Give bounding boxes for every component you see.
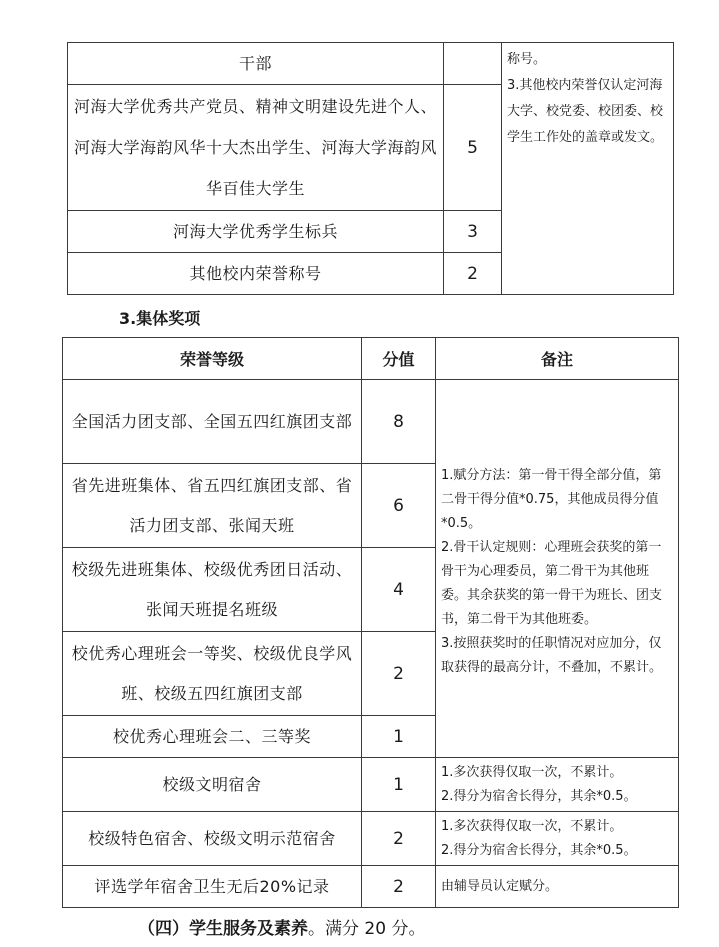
note-line: 3.其他校内荣誉仅认定河海大学、校党委、校团委、校学生工作处的盖章或发文。	[507, 78, 664, 145]
table-note-cell	[436, 812, 679, 866]
table-note-cell	[502, 43, 674, 295]
note-line: 1.多次获得仅取一次，不累计。	[441, 818, 623, 834]
note-line: 2.得分为宿舍长得分，其余*0.5。	[441, 788, 637, 804]
table-row-score: 8	[362, 380, 436, 464]
note-line: 2.得分为宿舍长得分，其余*0.5。	[441, 842, 637, 858]
table-row-name: 全国活力团支部、全国五四红旗团支部	[63, 380, 362, 464]
table-row-score: 3	[444, 211, 502, 253]
table-row-score: 2	[362, 866, 436, 908]
table-row-name: 校优秀心理班会二、三等奖	[63, 716, 362, 758]
section-footer-title: （四）学生服务及素养	[138, 919, 308, 939]
table-row-name: 校优秀心理班会一等奖、校级优良学风班、校级五四红旗团支部	[63, 632, 362, 716]
table-row-score: 2	[362, 632, 436, 716]
table-row-score: 2	[444, 253, 502, 295]
note-line: 3.按照获奖时的任职情况对应加分，仅取获得的最高分计，不叠加，不累计。	[441, 635, 663, 675]
table-note-cell: 由辅导员认定赋分。	[436, 866, 679, 908]
table-row-score	[444, 43, 502, 85]
table-row-name: 校级文明宿舍	[63, 758, 362, 812]
table-row-score: 5	[444, 85, 502, 211]
table-note-cell	[436, 758, 679, 812]
honor-table-collective	[62, 337, 679, 908]
table-row-score: 6	[362, 464, 436, 548]
table-row-score: 1	[362, 758, 436, 812]
section-footer-rest: 。满分 20 分。	[308, 919, 426, 939]
honor-table-individual	[67, 42, 674, 295]
column-header-honor-level: 荣誉等级	[63, 338, 362, 380]
column-header-score: 分值	[362, 338, 436, 380]
table-row-name: 河海大学优秀学生标兵	[68, 211, 444, 253]
note-line: 1.多次获得仅取一次，不累计。	[441, 764, 623, 780]
note-line: 称号。	[507, 52, 547, 67]
table-row-score: 2	[362, 812, 436, 866]
column-header-note: 备注	[436, 338, 679, 380]
section-footer	[138, 914, 425, 939]
note-line: 1.赋分方法：第一骨干得全部分值，第二骨干得分值*0.75，其他成员得分值*0.5。	[441, 467, 662, 531]
table-row-name: 校级特色宿舍、校级文明示范宿舍	[63, 812, 362, 866]
table-row-name: 其他校内荣誉称号	[68, 253, 444, 295]
note-line: 2.骨干认定规则：心理班会获奖的第一骨干为心理委员，第二骨干为其他班委。其余获奖的第一骨干为班长、团支书，第二骨干为其他班委。	[441, 539, 663, 627]
table-note-cell	[436, 380, 679, 758]
table-row-name: 省先进班集体、省五四红旗团支部、省活力团支部、张闻天班	[63, 464, 362, 548]
section-heading: 3.集体奖项	[119, 309, 201, 328]
table-row-name: 校级先进班集体、校级优秀团日活动、张闻天班提名班级	[63, 548, 362, 632]
table-row-score: 1	[362, 716, 436, 758]
table-row-score: 4	[362, 548, 436, 632]
table-row-name: 干部	[68, 43, 444, 85]
table-row-name: 河海大学优秀共产党员、精神文明建设先进个人、河海大学海韵风华十大杰出学生、河海大学海韵风华百佳大学生	[68, 85, 444, 211]
table-row-name: 评选学年宿舍卫生无后20%记录	[63, 866, 362, 908]
